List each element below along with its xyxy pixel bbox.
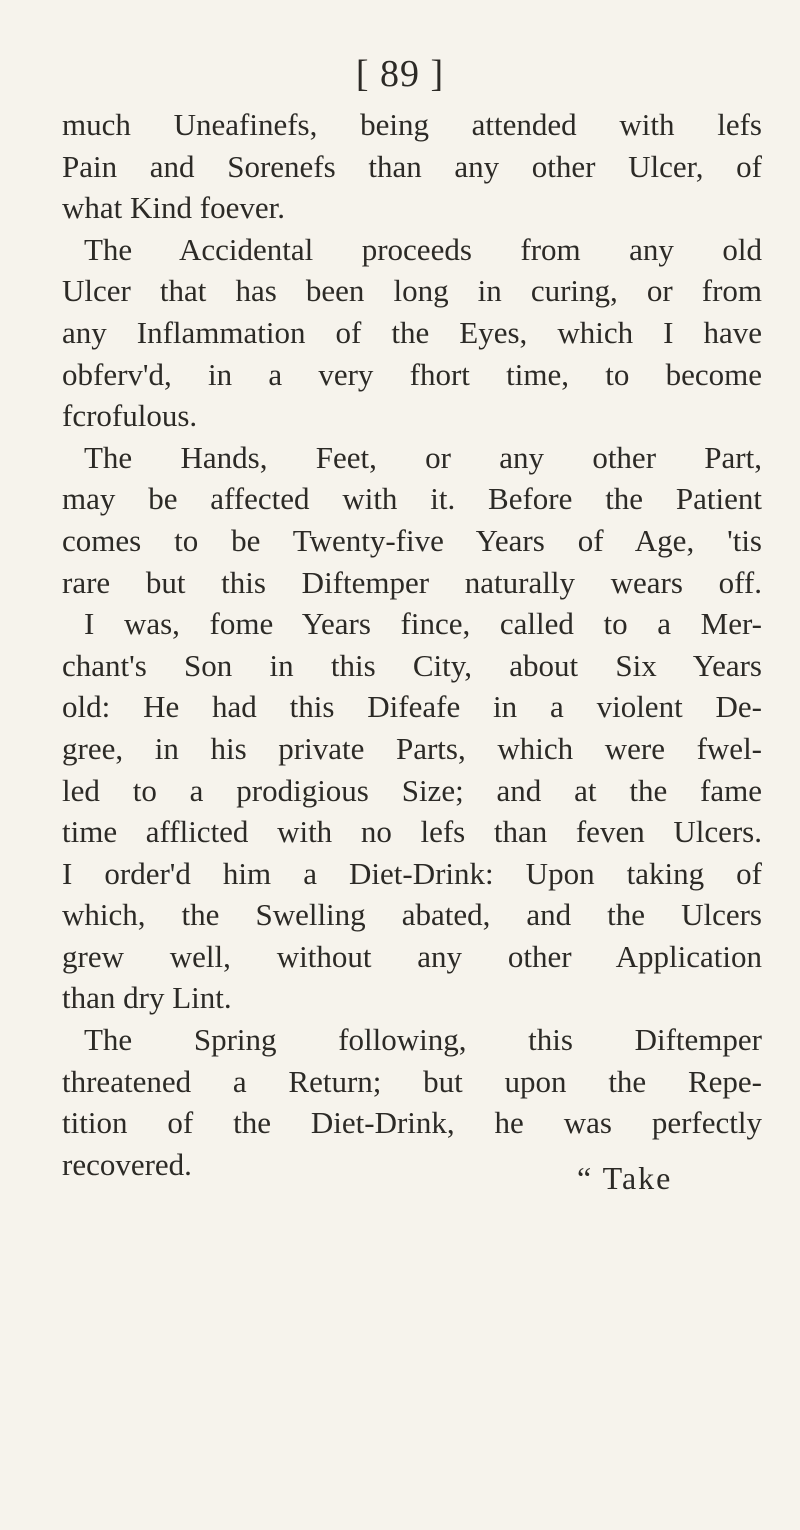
text-line: which, the Swelling abated, and the Ulcers — [62, 897, 762, 933]
text-line: time afflicted with no lefs than feven Ulcers. — [62, 814, 762, 850]
text-line: than dry Lint. — [62, 980, 232, 1016]
text-line: comes to be Twenty-five Years of Age, 'tis — [62, 522, 762, 558]
text-line: Ulcer that has been long in curing, or from — [62, 273, 762, 309]
text-line: I order'd him a Diet-Drink: Upon taking of — [62, 855, 762, 891]
text-line: may be affected with it. Before the Patient — [62, 481, 762, 517]
text-line: chant's Son in this City, about Six Years — [62, 647, 762, 683]
text-line: tition of the Diet-Drink, he was perfectly — [62, 1105, 762, 1141]
catchword: “ Take — [577, 1160, 673, 1196]
text-line: grew well, without any other Application — [62, 938, 762, 974]
text-line: rare but this Diftemper naturally wears off. — [62, 564, 762, 600]
text-line: much Uneafinefs, being attended with lefs — [62, 107, 762, 142]
text-line: Pain and Sorenefs than any other Ulcer, of — [62, 148, 762, 184]
text-line: led to a prodigious Size; and at the fame — [62, 772, 762, 808]
text-line: threatened a Return; but upon the Repe- — [62, 1063, 762, 1099]
body-text — [62, 104, 762, 1185]
text-line: fcrofulous. — [62, 398, 198, 434]
text-line: what Kind foever. — [62, 190, 285, 226]
page-number: [ 89 ] — [355, 53, 445, 95]
text-line: gree, in his private Parts, which were fwel- — [62, 730, 762, 766]
text-line: recovered. — [62, 1146, 192, 1182]
text-line: any Inflammation of the Eyes, which I have — [62, 314, 762, 350]
paragraph-start-line: I was, fome Years fince, called to a Mer- — [84, 606, 762, 642]
text-line: obferv'd, in a very fhort time, to become — [62, 356, 762, 392]
paragraph-start-line: The Accidental proceeds from any old — [84, 231, 762, 267]
text-line: old: He had this Difeafe in a violent De- — [62, 689, 762, 725]
paragraph-start-line: The Spring following, this Diftemper — [84, 1022, 762, 1058]
paragraph-start-line: The Hands, Feet, or any other Part, — [84, 439, 762, 475]
